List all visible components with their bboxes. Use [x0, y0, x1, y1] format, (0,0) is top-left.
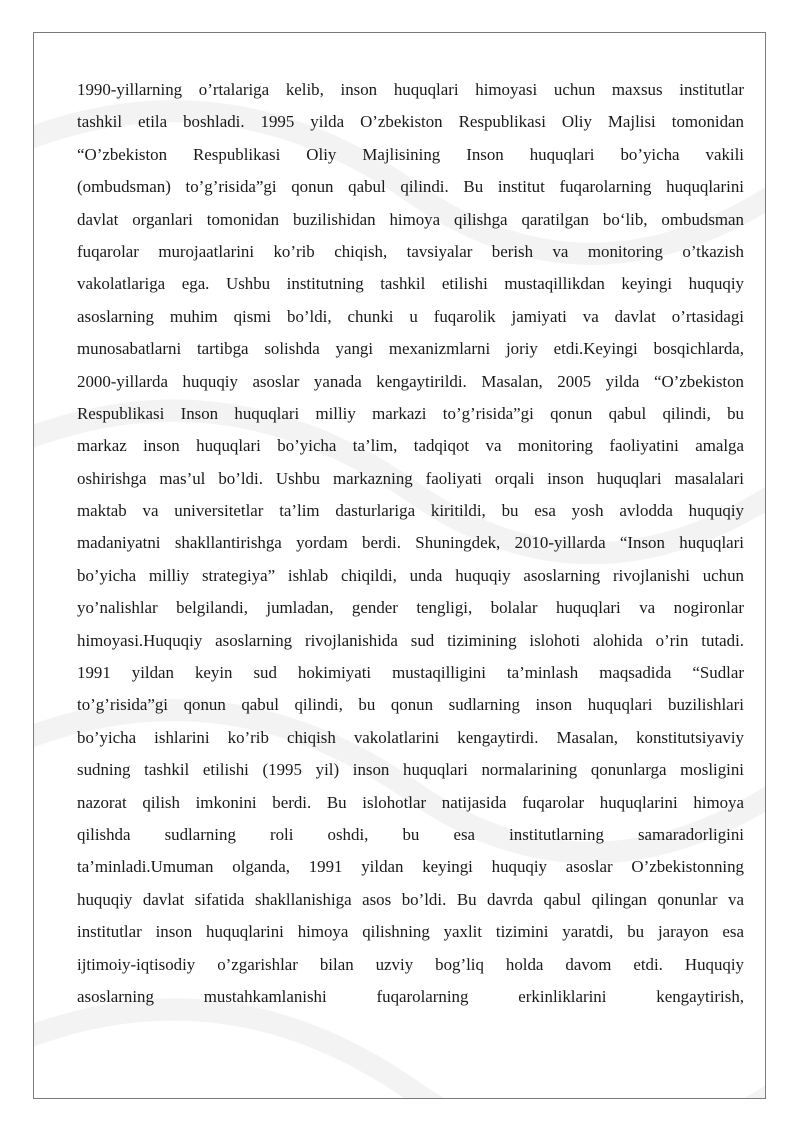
text-line: 2000-yillarda huquqiy asoslar yanada kengaytirildi. Masalan, 2005 yilda “O’zbekiston [77, 371, 744, 391]
text-line: “O’zbekiston Respublikasi Oliy Majlisining Inson huquqlari bo’yicha vakili [77, 144, 744, 164]
text-line: huquqiy davlat sifatida shakllanishiga asos bo’ldi. Bu davrda qabul qilingan qonunlar va [77, 889, 744, 909]
text-line: to’g’risida”gi qonun qabul qilindi, bu qonun sudlarning inson huquqlari buzilishlari [77, 695, 744, 715]
text-line: maktab va universitetlar ta’lim dasturlariga kiritildi, bu esa yosh avlodda huquqiy [77, 501, 744, 521]
page-frame [33, 32, 766, 1099]
text-line: vakolatlariga ega. Ushbu institutning tashkil etilishi mustaqillikdan keyingi huquqiy [77, 274, 744, 294]
text-line: madaniyatni shakllantirishga yordam berdi. Shuningdek, 2010-yillarda “Inson huquqlari [77, 533, 744, 553]
text-line: yo’nalishlar belgilandi, jumladan, gender tengligi, bolalar huquqlari va nogironlar [77, 598, 744, 618]
text-line: davlat organlari tomonidan buzilishidan himoya qilishga qaratilgan bo‘lib, ombudsman [77, 209, 744, 229]
text-line: institutlar inson huquqlarini himoya qilishning yaxlit tizimini yaratdi, bu jarayon esa [77, 922, 744, 942]
text-line: ta’minladi.Umuman olganda, 1991 yildan keyingi huquqiy asoslar O’zbekistonning [77, 857, 744, 877]
text-line: asoslarning muhim qismi bo’ldi, chunki u fuqarolik jamiyati va davlat o’rtasidagi [77, 306, 744, 326]
text-line: markaz inson huquqlari bo’yicha ta’lim, tadqiqot va monitoring faoliyatini amalga [77, 436, 744, 456]
text-line: himoyasi.Huquqiy asoslarning rivojlanishida sud tizimining islohoti alohida o’rin tutadi. [77, 630, 744, 650]
text-line: 1991 yildan keyin sud hokimiyati mustaqilligini ta’minlash maqsadida “Sudlar [77, 663, 744, 683]
text-line: munosabatlarni tartibga solishda yangi mexanizmlarni joriy etdi.Keyingi bosqichlarda, [77, 339, 744, 359]
text-line: fuqarolar murojaatlarini ko’rib chiqish, tavsiyalar berish va monitoring o’tkazish [77, 241, 744, 261]
body-paragraph [77, 74, 744, 1013]
text-line: Respublikasi Inson huquqlari milliy markazi to’g’risida”gi qonun qabul qilindi, bu [77, 403, 744, 423]
text-line: (ombudsman) to’g’risida”gi qonun qabul qilindi. Bu institut fuqarolarning huquqlarini [77, 177, 744, 197]
text-line: 1990-yillarning o’rtalariga kelib, inson huquqlari himoyasi uchun maxsus institutlar [77, 80, 744, 99]
text-line: ijtimoiy-iqtisodiy o’zgarishlar bilan uzviy bog’liq holda davom etdi. Huquqiy [77, 954, 744, 974]
text-line: qilishda sudlarning roli oshdi, bu esa institutlarning samaradorligini [77, 824, 744, 844]
text-line: asoslarning mustahkamlanishi fuqarolarning erkinliklarini kengaytirish, [77, 986, 744, 1006]
text-line: tashkil etila boshladi. 1995 yilda O’zbekiston Respublikasi Oliy Majlisi tomonidan [77, 112, 744, 132]
text-line: sudning tashkil etilishi (1995 yil) inson huquqlari normalarining qonunlarga mosligini [77, 760, 744, 780]
text-line: bo’yicha ishlarini ko’rib chiqish vakolatlarini kengaytirdi. Masalan, konstitutsiyaviy [77, 727, 744, 747]
text-line: nazorat qilish imkonini berdi. Bu islohotlar natijasida fuqarolar huquqlarini himoya [77, 792, 744, 812]
text-line: oshirishga mas’ul bo’ldi. Ushbu markazning faoliyati orqali inson huquqlari masalalari [77, 468, 744, 488]
text-line: bo’yicha milliy strategiya” ishlab chiqildi, unda huquqiy asoslarning rivojlanishi uchun [77, 565, 744, 585]
